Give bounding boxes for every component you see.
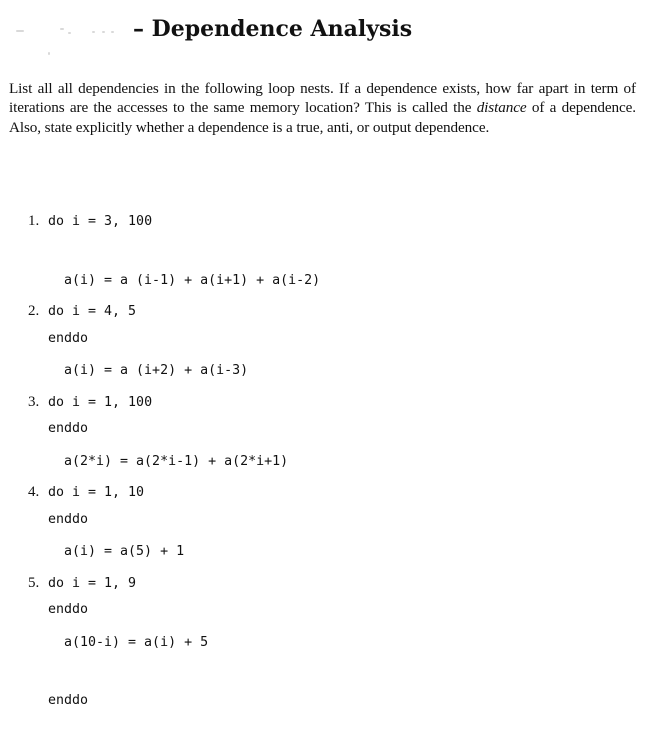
loop-header: do i = 4, 5 xyxy=(48,304,137,319)
loop-header: do i = 1, 9 xyxy=(48,576,137,591)
loop-footer: enddo xyxy=(48,421,89,436)
loop-footer: enddo xyxy=(48,602,89,617)
loop-header: do i = 3, 100 xyxy=(48,214,153,229)
problem-item xyxy=(28,535,208,750)
instructions-paragraph xyxy=(9,79,636,137)
problem-number: 2. xyxy=(28,303,40,319)
loop-footer: enddo xyxy=(48,331,89,346)
loop-footer: enddo xyxy=(48,693,89,708)
intro-emphasis: distance xyxy=(476,99,527,117)
problem-number: 5. xyxy=(28,575,40,591)
section-title: – Dependence Analysis xyxy=(133,16,413,42)
loop-footer: enddo xyxy=(48,512,89,527)
loop-body: a(2*i) = a(2*i-1) + a(2*i+1) xyxy=(64,453,289,469)
intro-text-after: of a dependence. Also, state explicitly whether a dependence is a true, anti, or output dependence. xyxy=(9,99,636,136)
loop-body: a(10-i) = a(i) + 5 xyxy=(64,634,209,650)
problem-number: 3. xyxy=(28,394,40,410)
faded-title-prefix xyxy=(10,22,122,46)
loop-body: a(i) = a(5) + 1 xyxy=(64,543,185,559)
intro-text-before: List all all dependencies in the following loop nests. If a dependence exists, how far apart in term of iterations are the accesses to the same memory location? This is called the xyxy=(9,80,636,117)
loop-body: a(i) = a (i+2) + a(i-3) xyxy=(64,362,249,378)
loop-header: do i = 1, 100 xyxy=(48,395,153,410)
problem-number: 1. xyxy=(28,213,40,229)
problem-number: 4. xyxy=(28,484,40,500)
loop-header: do i = 1, 10 xyxy=(48,485,145,500)
loop-body: a(i) = a (i-1) + a(i+1) + a(i-2) xyxy=(64,272,321,288)
